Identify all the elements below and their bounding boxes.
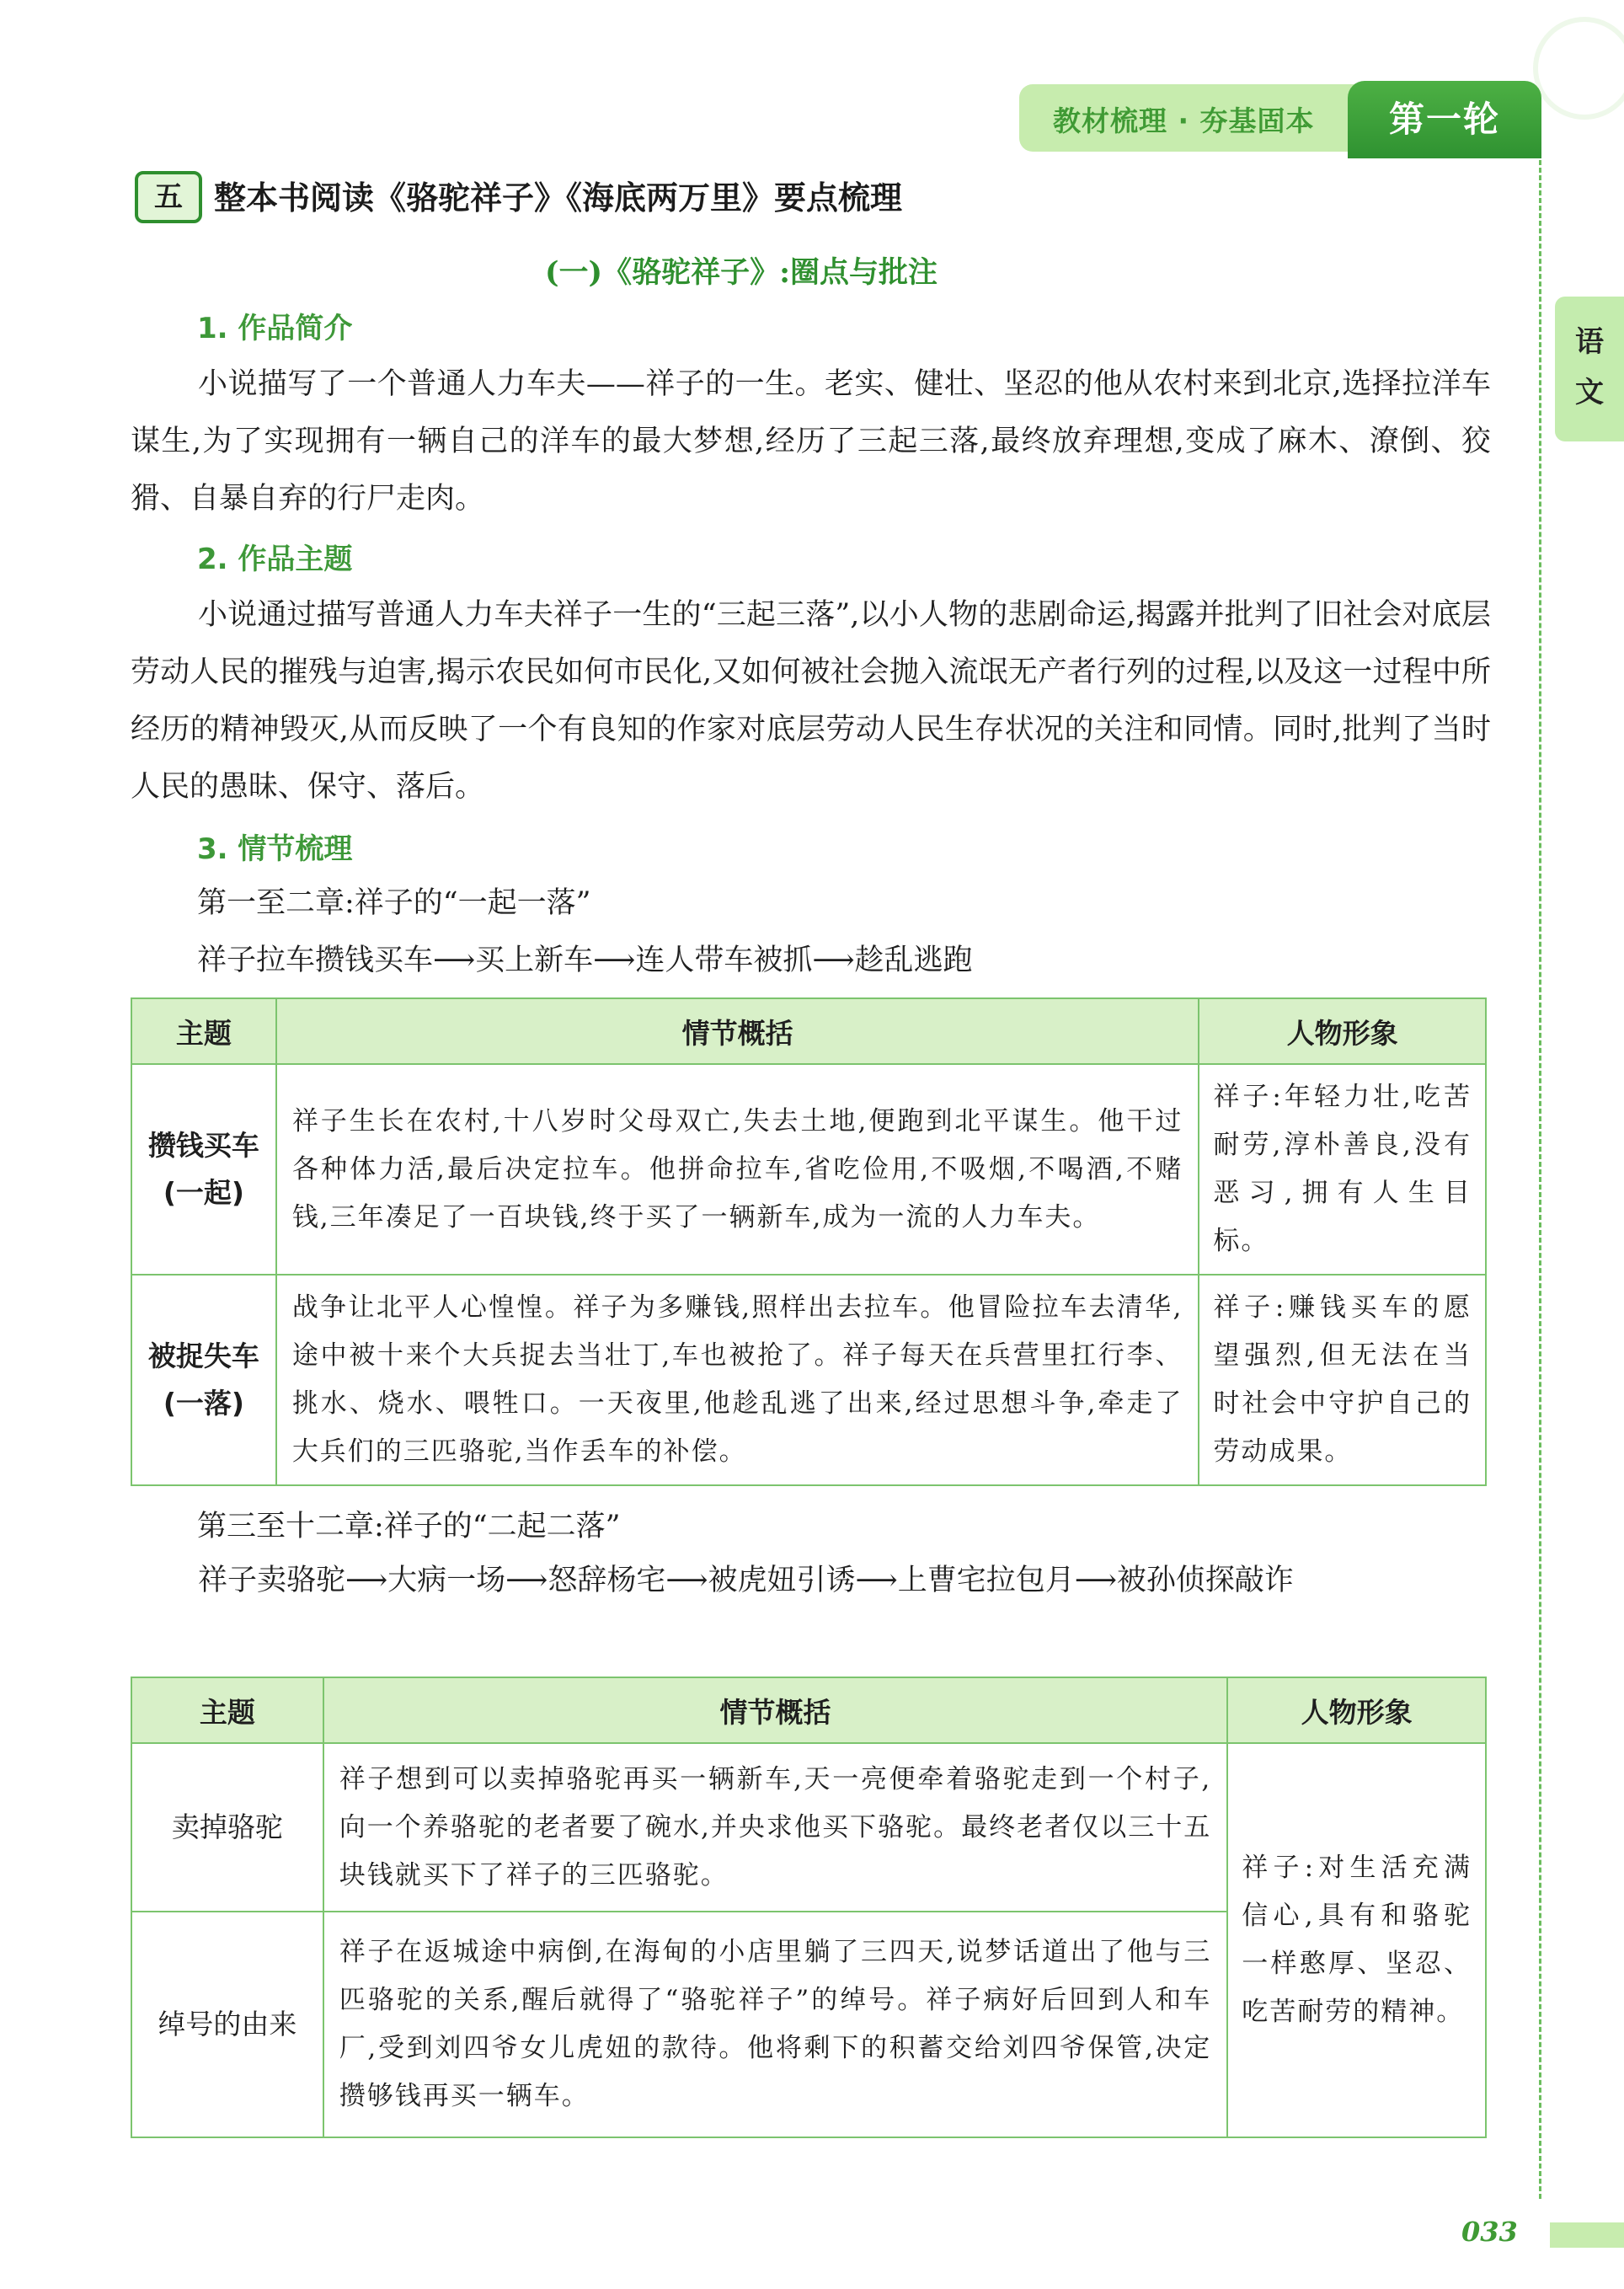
row-theme: 被捉失车 xyxy=(147,1340,259,1372)
theme-paragraph: 小说通过描写普通人力车夫祥子一生的“三起三落”,以小人物的悲剧命运,揭露并批判了旧社会对底层劳动人民的摧残与迫害,揭示农民如何市民化,又如何被社会抛入流氓无产者行列的过程,以及这一过程中所经历的精神毁灭,从而反映了一个有良知的作家对底层劳动人民生存状况的关注和同情。同时,批判了当时人民的愚昧、保守、落后。 xyxy=(131,598,1491,804)
page-number-bar xyxy=(1550,2222,1624,2248)
row-character: 祥子:年轻力壮,吃苦耐劳,淳朴善良,没有恶习,拥有人生目标。 xyxy=(1199,1064,1486,1275)
row-summary: 祥子生长在农村,十八岁时父母双亡,失去土地,便跑到北平谋生。他干过各种体力活,最后决定拉车。他拼命拉车,省吃俭用,不吸烟,不喝酒,不赌钱,三年凑足了一百块钱,终于买了一辆新车,成为一流的人力车夫。 xyxy=(276,1064,1199,1275)
table-header-theme: 主题 xyxy=(131,998,276,1064)
table-row xyxy=(131,1064,1486,1275)
row-theme-stage: (一起) xyxy=(163,1176,244,1209)
row-summary: 战争让北平人心惶惶。祥子为多赚钱,照样出去拉车。他冒险拉车去清华,途中被十来个大兵捉去当壮丁,车也被抢了。祥子每天在兵营里扛行李、挑水、烧水、喂牲口。一天夜里,他趁乱逃了出来,经过思想斗争,牵走了大兵们的三匹骆驼,当作丢车的补偿。 xyxy=(276,1275,1199,1485)
plot-table-1 xyxy=(131,997,1487,1486)
theme-heading: 2. 作品主题 xyxy=(197,543,353,576)
plot-part2-title: 第三至十二章:祥子的“二起二落” xyxy=(197,1510,621,1543)
subject-tab-char-2: 文 xyxy=(1575,376,1604,409)
table-header-theme: 主题 xyxy=(131,1677,323,1743)
margin-dashed-line xyxy=(1539,160,1541,2199)
subject-tab-char-1: 语 xyxy=(1575,325,1604,359)
row-theme: 卖掉骆驼 xyxy=(131,1743,323,1912)
section-number-badge xyxy=(135,171,202,223)
table-header-character: 人物形象 xyxy=(1227,1677,1486,1743)
plot-part1-title: 第一至二章:祥子的“一起一落” xyxy=(197,886,591,920)
row-theme: 攒钱买车 xyxy=(147,1129,259,1162)
round-badge xyxy=(1348,81,1541,158)
row-character: 祥子:赚钱买车的愿望强烈,但无法在当时社会中守护自己的劳动成果。 xyxy=(1199,1275,1486,1485)
page-number: 033 xyxy=(1461,2216,1518,2248)
row-theme-stage: (一落) xyxy=(163,1387,244,1420)
row-theme: 绰号的由来 xyxy=(131,1912,323,2137)
row-summary: 祥子在返城途中病倒,在海甸的小店里躺了三四天,说梦话道出了他与三匹骆驼的关系,醒后就得了“骆驼祥子”的绰号。祥子病好后回到人和车厂,受到刘四爷女儿虎妞的款待。他将剩下的积蓄交给刘四爷保管,决定攒够钱再买一辆车。 xyxy=(323,1912,1228,2137)
plot-part1-flow: 祥子拉车攒钱买车⟶买上新车⟶连人带车被抓⟶趁乱逃跑 xyxy=(197,944,973,977)
intro-heading: 1. 作品简介 xyxy=(197,312,353,345)
subject-tab xyxy=(1555,297,1624,441)
table-header-character: 人物形象 xyxy=(1199,998,1486,1064)
table-header-row xyxy=(131,998,1486,1064)
row-character: 祥子:对生活充满信心,具有和骆驼一样憨厚、坚忍、吃苦耐劳的精神。 xyxy=(1227,1743,1486,2137)
section-title: 整本书阅读《骆驼祥子》《海底两万里》要点梳理 xyxy=(214,179,903,217)
table-row xyxy=(131,1743,1486,1912)
plot-part2-flow: 祥子卖骆驼⟶大病一场⟶怒辞杨宅⟶被虎妞引诱⟶上曹宅拉包月⟶被孙侦探敲诈 xyxy=(198,1564,1294,1597)
header-decoration xyxy=(1533,17,1624,120)
row-theme-cell xyxy=(131,1275,276,1485)
row-summary: 祥子想到可以卖掉骆驼再买一辆新车,天一亮便牵着骆驼走到一个村子,向一个养骆驼的老者要了碗水,并央求他买下骆驼。最终老者仅以三十五块钱就买下了祥子的三匹骆驼。 xyxy=(323,1743,1228,1912)
table-header-summary: 情节概括 xyxy=(323,1677,1228,1743)
header-tag: 教材梳理 · 夯基固本 xyxy=(1053,104,1315,137)
round-badge-label: 第一轮 xyxy=(1388,99,1500,140)
plot-table-2 xyxy=(131,1677,1487,2138)
table-header-row xyxy=(131,1677,1486,1743)
row-theme-cell xyxy=(131,1064,276,1275)
table-row xyxy=(131,1275,1486,1485)
plot-heading: 3. 情节梳理 xyxy=(197,832,353,866)
intro-paragraph: 小说描写了一个普通人力车夫——祥子的一生。老实、健壮、坚忍的他从农村来到北京,选择拉洋车谋生,为了实现拥有一辆自己的洋车的最大梦想,经历了三起三落,最终放弃理想,变成了麻木、潦倒、狡猾、自暴自弃的行尸走肉。 xyxy=(131,367,1491,516)
table-header-summary: 情节概括 xyxy=(276,998,1199,1064)
subsection-title: (一)《骆驼祥子》:圈点与批注 xyxy=(544,255,938,290)
section-number: 五 xyxy=(154,180,183,214)
